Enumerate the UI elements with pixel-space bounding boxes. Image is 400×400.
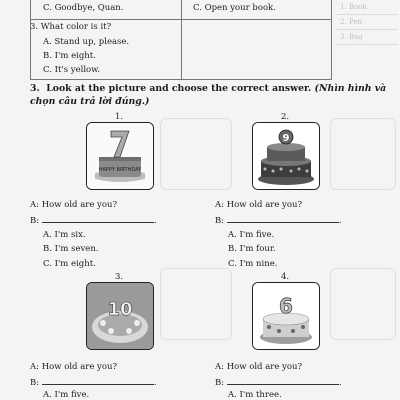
answer-blank[interactable]	[42, 214, 154, 223]
faded-background-image	[330, 118, 396, 190]
section-title-vi: (Nhìn hình và chọn câu trả lời đúng.)	[30, 83, 387, 107]
prev-option: B. I'm eight.	[43, 51, 96, 61]
picture-number: 1.	[114, 112, 124, 122]
question-text: A: How old are you?	[30, 200, 118, 210]
cake-number: 9	[282, 133, 290, 144]
answer-blank[interactable]	[42, 376, 154, 385]
faded-background-image	[330, 268, 396, 340]
faded-side-item: 2. Pen	[336, 15, 398, 30]
section-heading	[30, 82, 394, 108]
answer-option: C. I'm nine.	[228, 259, 278, 269]
question-text: A: How old are you?	[215, 362, 303, 372]
picture-number: 4.	[280, 272, 290, 282]
prev-option: A. Stand up, please.	[43, 37, 130, 47]
picture-number: 3.	[114, 272, 124, 282]
section-title: Look at the picture and choose the correct answer.	[46, 83, 312, 94]
cake-picture-1	[86, 122, 154, 190]
answer-blank[interactable]	[227, 376, 339, 385]
answer-option: B. I'm four.	[228, 244, 276, 254]
answer-option: C. I'm eight.	[43, 259, 96, 269]
question-text: A: How old are you?	[30, 362, 118, 372]
prev-option: C. Open your book.	[193, 3, 276, 13]
cake-picture-4	[252, 282, 320, 350]
faded-side-box	[336, 0, 398, 56]
faded-side-item: 1. Book	[336, 0, 398, 15]
answer-option: B. I'm seven.	[43, 244, 99, 254]
cake-picture-2	[252, 122, 320, 190]
picture-number: 2.	[280, 112, 290, 122]
answer-line: B: .	[215, 378, 342, 388]
answer-option: A. I'm six.	[43, 230, 86, 240]
cake-picture-3	[86, 282, 154, 350]
answer-line: B: .	[30, 216, 157, 226]
cake-number: 6	[279, 294, 293, 318]
faded-side-item: 3. Bag	[336, 30, 398, 45]
prev-option: C. It's yellow.	[43, 65, 101, 75]
prev-option: C. Goodbye, Quan.	[43, 3, 124, 13]
answer-option: A. I'm five.	[228, 230, 275, 240]
section-number: 3.	[30, 83, 40, 94]
answer-line: B: .	[215, 216, 342, 226]
answer-line: B: .	[30, 378, 157, 388]
faded-background-image	[160, 268, 232, 340]
question-text: A: How old are you?	[215, 200, 303, 210]
prev-question: 3. What color is it?	[30, 22, 112, 32]
faded-background-image	[160, 118, 232, 190]
answer-option: A. I'm five.	[43, 390, 90, 400]
answer-option: A. I'm three.	[228, 390, 282, 400]
cake-number: 10	[107, 299, 133, 320]
cake-caption: HAPPY BIRTHDAY	[98, 167, 142, 173]
answer-blank[interactable]	[227, 214, 339, 223]
